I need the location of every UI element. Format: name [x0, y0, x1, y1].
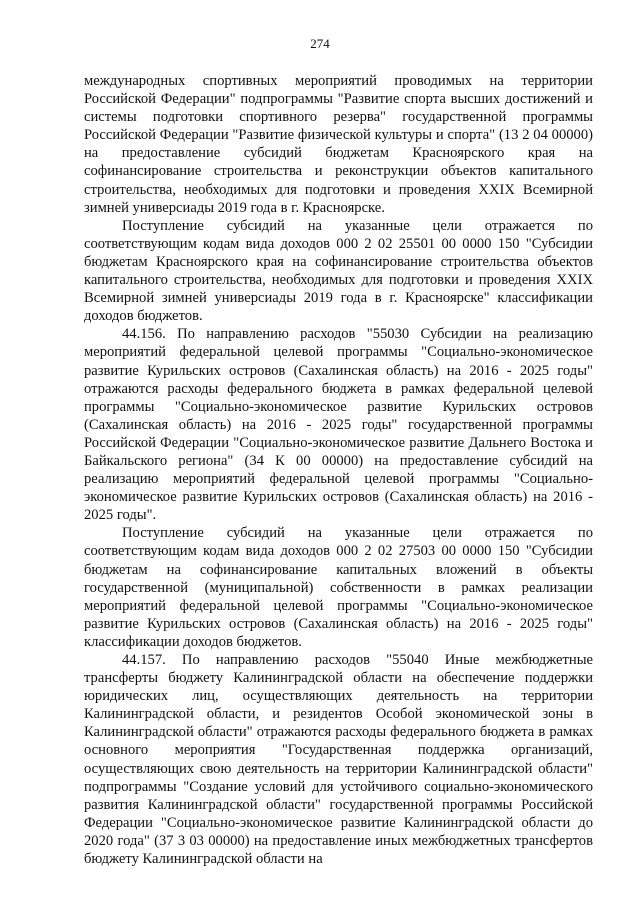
paragraph-section-44-157: 44.157. По направлению расходов "55040 Иные межбюджетные трансферты бюджету Калининградской области на обеспечение поддержки юридических лиц, осуществляющих деятельность на территории Калининградской области, и резидентов Особой экономической зоны в Калининградской области" отражаются расходы федерального бюджета в рамках основного мероприятия "Государственная поддержка организаций, осуществляющих свою деятельность на территории Калининградской области" подпрограммы "Создание условий для устойчивого социально-экономического развития Калининградской области" государственной программы Российской Федерации "Социально-экономическое развитие Калининградской области до 2020 года" (37 3 03 00000) на предоставление иных межбюджетных трансфертов бюджету Калининградской области на: [84, 652, 593, 868]
paragraph-income-krasnoyarsk: Поступление субсидий на указанные цели отражается по соответствующим кодам вида доходов 000 2 02 25501 00 0000 150 "Субсидии бюджетам Красноярского края на софинансирование строительства объектов капитального строительства, необходимых для подготовки и проведения XXIX Всемирной зимней универсиады 2019 года в г. Красноярске" классификации доходов бюджетов.: [84, 217, 593, 325]
paragraph-section-44-156: 44.156. По направлению расходов "55030 Субсидии на реализацию мероприятий федеральной целевой программы "Социально-экономическое развитие Курильских островов (Сахалинская область) на 2016 - 2025 годы" отражаются расходы федерального бюджета в рамках федеральной целевой программы "Социально-экономическое развитие Курильских островов (Сахалинская область) на 2016 - 2025 годы" государственной программы Российской Федерации "Социально-экономическое развитие Дальнего Востока и Байкальского региона" (34 К 00 00000) на предоставление субсидий на реализацию мероприятий федеральной целевой программы "Социально-экономическое развитие Курильских островов (Сахалинская область) на 2016 - 2025 годы".: [84, 326, 593, 524]
document-body: [84, 72, 593, 868]
paragraph-income-kuril: Поступление субсидий на указанные цели отражается по соответствующим кодам вида доходов 000 2 02 27503 00 0000 150 "Субсидии бюджетам на софинансирование капитальных вложений в объекты государственной (муниципальной) собственности в рамках реализации мероприятий федеральной целевой программы "Социально-экономическое развитие Курильских островов (Сахалинская область) на 2016 - 2025 годы" классификации доходов бюджетов.: [84, 525, 593, 650]
paragraph-continuation: международных спортивных мероприятий проводимых на территории Российской Федерации" подпрограммы "Развитие спорта высших достижений и системы подготовки спортивного резерва" государственной программы Российской Федерации "Развитие физической культуры и спорта" (13 2 04 00000) на предоставление субсидий бюджетам Красноярского края на софинансирование строительства и реконструкции объектов капитального строительства, необходимых для подготовки и проведения XXIX Всемирной зимней универсиады 2019 года в г. Красноярске.: [84, 73, 593, 216]
page-number: 274: [310, 36, 330, 51]
